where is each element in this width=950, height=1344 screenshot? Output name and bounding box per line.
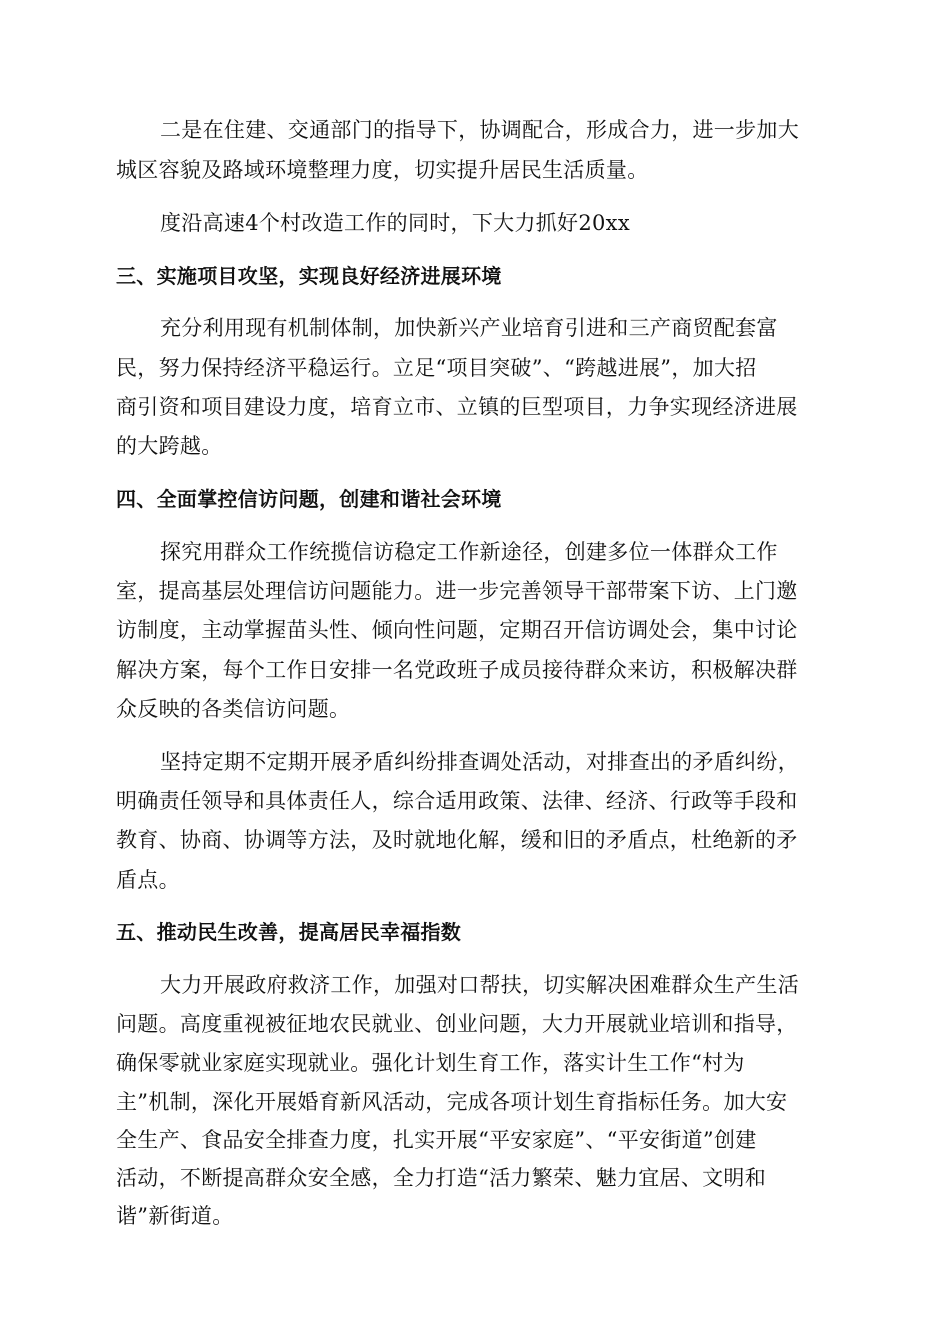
paragraph-line: 问题。高度重视被征地农民就业、创业问题，大力开展就业培训和指导， <box>116 1012 798 1036</box>
paragraph-line: 室，提高基层处理信访问题能力。进一步完善领导干部带案下访、上门邀 <box>116 579 798 603</box>
paragraph-line: 众反映的各类信访问题。 <box>116 697 351 721</box>
section-heading: 四、全面掌控信访问题，创建和谐社会环境 <box>116 487 502 511</box>
paragraph-line: 坚持定期不定期开展矛盾纠纷排查调处活动，对排查出的矛盾纠纷， <box>160 750 799 774</box>
section-heading: 五、推动民生改善，提高居民幸福指数 <box>116 920 462 944</box>
paragraph-line: 谐”新街道。 <box>116 1204 234 1228</box>
paragraph-line: 充分利用现有机制体制，加快新兴产业培育引进和三产商贸配套富 <box>160 316 778 340</box>
paragraph-line: 大力开展政府救济工作，加强对口帮扶，切实解决困难群众生产生活 <box>160 973 799 997</box>
paragraph-line: 城区容貌及路域环境整理力度，切实提升居民生活质量。 <box>116 158 649 182</box>
paragraph-line: 访制度，主动掌握苗头性、倾向性问题，定期召开信访调处会，集中讨论 <box>116 618 798 642</box>
paragraph-line: 确保零就业家庭实现就业。强化计划生育工作，落实计生工作“村为 <box>116 1051 745 1075</box>
paragraph-line: 明确责任领导和具体责任人，综合适用政策、法律、经济、行政等手段和 <box>116 789 798 813</box>
section-heading: 三、实施项目攻坚，实现良好经济进展环境 <box>116 264 502 288</box>
paragraph-line: 商引资和项目建设力度，培育立市、立镇的巨型项目，力争实现经济进展 <box>116 395 798 419</box>
paragraph-line: 活动，不断提高群众安全感，全力打造“活力繁荣、魅力宜居、文明和 <box>116 1166 767 1190</box>
paragraph-line: 解决方案，每个工作日安排一名党政班子成员接待群众来访，积极解决群 <box>116 658 798 682</box>
paragraph-line: 教育、协商、协调等方法，及时就地化解，缓和旧的矛盾点，杜绝新的矛 <box>116 828 798 852</box>
paragraph-line: 民，努力保持经济平稳运行。立足“项目突破”、“跨越进展”，加大招 <box>116 356 757 380</box>
paragraph-line: 探究用群众工作统揽信访稳定工作新途径，创建多位一体群众工作 <box>160 540 778 564</box>
paragraph-line: 全生产、食品安全排查力度，扎实开展“平安家庭”、“平安街道”创建 <box>116 1128 757 1152</box>
paragraph-line: 二是在住建、交通部门的指导下，协调配合，形成合力，进一步加大 <box>160 118 799 142</box>
paragraph-line: 度沿高速4个村改造工作的同时，下大力抓好20xx <box>160 211 630 235</box>
paragraph-line: 盾点。 <box>116 868 180 892</box>
paragraph-line: 主”机制，深化开展婚育新风活动，完成各项计划生育指标任务。加大安 <box>116 1090 788 1114</box>
paragraph-line: 的大跨越。 <box>116 434 223 458</box>
